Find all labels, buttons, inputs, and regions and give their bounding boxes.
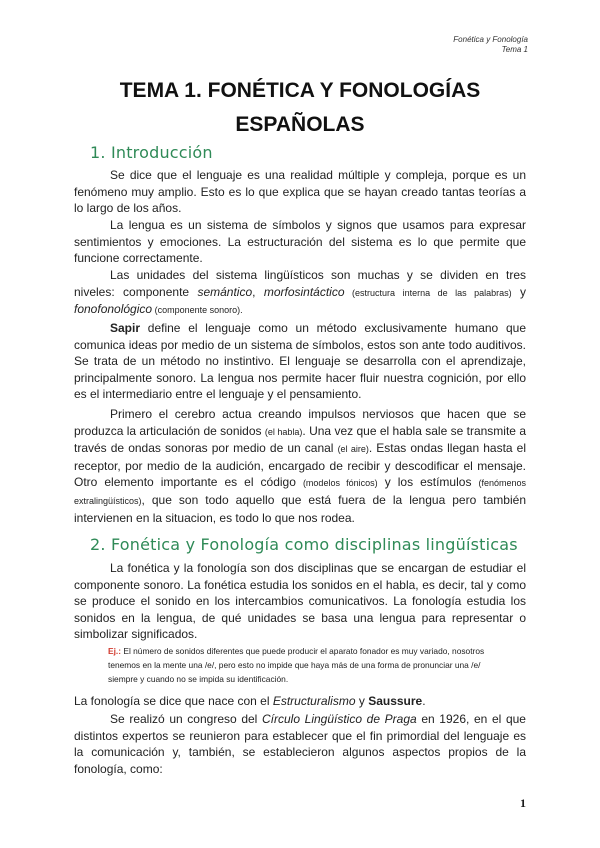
example-label: Ej.: bbox=[108, 646, 122, 656]
text: , que son todo aquello que está fuera de la lengua pero también intervienen en la situacion, es todo lo que nos rodea. bbox=[74, 492, 526, 525]
section-heading-introduccion: 1. Introducción bbox=[90, 143, 213, 162]
author-saussure: Saussure bbox=[368, 694, 423, 708]
text: Se realizó un congreso del bbox=[110, 712, 262, 726]
note: (el habla) bbox=[264, 426, 303, 437]
text: , bbox=[252, 284, 264, 299]
header-subject: Fonética y Fonología bbox=[453, 35, 528, 44]
section-heading-fonetica-fonologia: 2. Fonética y Fonología como disciplinas lingüísticas bbox=[90, 535, 518, 554]
text: . bbox=[422, 694, 426, 708]
fon-paragraph-1: La fonética y la fonología son dos disciplinas que se encargan de estudiar el componente sonoro. La fonética estudia los sonidos en el habla, es decir, tal y como se produce el sonido en los intercambios comunicativos. La fonología estudia los sonidos en la lengua, de qué unidades se basa una lengua para representar o simbolizar significados. bbox=[74, 561, 526, 642]
term-semantico: semántico bbox=[197, 284, 253, 299]
example-box bbox=[108, 644, 508, 686]
intro-paragraph-sapir bbox=[74, 320, 526, 403]
text: Primero el cerebro actua creando impulsos nerviosos que hacen que se produzca la articulación de sonidos bbox=[74, 407, 526, 438]
text: . Una vez que el habla sale se transmite a través de ondas sonoras por medio de un canal bbox=[74, 423, 526, 456]
note: (fenómenos extralingüísticos) bbox=[74, 478, 527, 506]
example-text: El número de sonidos diferentes que puede producir el aparato fonador es muy variado, nosotros tenemos en la mente una /e/, pero esto no impide que haya más de una forma de pronunciar una /e/ siempre y cuando no se impida su identificación. bbox=[108, 646, 485, 684]
term-estructuralismo: Estructuralismo bbox=[272, 694, 356, 708]
text: y bbox=[511, 284, 527, 299]
title-line-1: TEMA 1. FONÉTICA Y FONOLOGÍAS bbox=[119, 79, 481, 102]
fon-paragraph-2 bbox=[74, 693, 526, 710]
intro-paragraph-2: La lengua es un sistema de símbolos y signos que usamos para expresar sentimientos y emociones. La estructuración del sistema es lo que permite que funcione correctamente. bbox=[74, 218, 526, 266]
note: (el aire) bbox=[337, 444, 369, 455]
text: define el lenguaje como un método exclusivamente humano que comunica ideas por medio de un sistema de símbolos, estos son ante todo auditivos. Se trata de un método no instintivo. El lenguaje se desarrolla con el aprendizaje, principalmente sonoro. La lengua nos permite hacer fluir nuestra cognición, por ello es el intermediario entre el lenguaje y el pensamiento. bbox=[74, 321, 526, 402]
title-line-2: ESPAÑOLAS bbox=[235, 113, 365, 136]
author-sapir: Sapir bbox=[110, 321, 141, 335]
intro-paragraph-1: Se dice que el lenguaje es una realidad múltiple y compleja, porque es un fenómeno muy amplio. Esto es lo que explica que se hayan creado tantas teorías a lo largo de los años. bbox=[74, 168, 526, 216]
running-header bbox=[453, 35, 528, 55]
text: y bbox=[355, 694, 369, 708]
note: (componente sonoro). bbox=[152, 305, 243, 316]
term-morfosintactico: morfosintáctico bbox=[263, 284, 345, 299]
intro-paragraph-5 bbox=[74, 406, 526, 526]
text: y los estímulos bbox=[377, 475, 479, 490]
term-circulo-praga: Círculo Lingüístico de Praga bbox=[261, 712, 417, 726]
term-fonofonologico: fonofonológico bbox=[74, 302, 153, 317]
note: (modelos fónicos) bbox=[302, 478, 378, 489]
intro-paragraph-3 bbox=[74, 267, 526, 319]
fon-paragraph-3 bbox=[74, 711, 526, 777]
header-topic: Tema 1 bbox=[501, 45, 528, 54]
text: en 1926, en el que distintos expertos se reunieron para establecer que el fin primordial del lenguaje es la comunicación y, también, se establecieron algunos aspectos propios de la fonología, como: bbox=[74, 712, 526, 776]
text: . Estas ondas llegan hasta el receptor, por medio de la audición, encargado de recibir y descodificar el mensaje. Otro elemento importante es el código bbox=[74, 441, 527, 490]
note: (estructura interna de las palabras) bbox=[344, 287, 512, 298]
text: La fonología se dice que nace con el bbox=[74, 694, 273, 708]
text: Las unidades del sistema lingüísticos son muchas y se dividen en tres niveles: componente bbox=[74, 268, 526, 299]
page-number: 1 bbox=[520, 796, 526, 810]
page-title bbox=[60, 74, 540, 142]
